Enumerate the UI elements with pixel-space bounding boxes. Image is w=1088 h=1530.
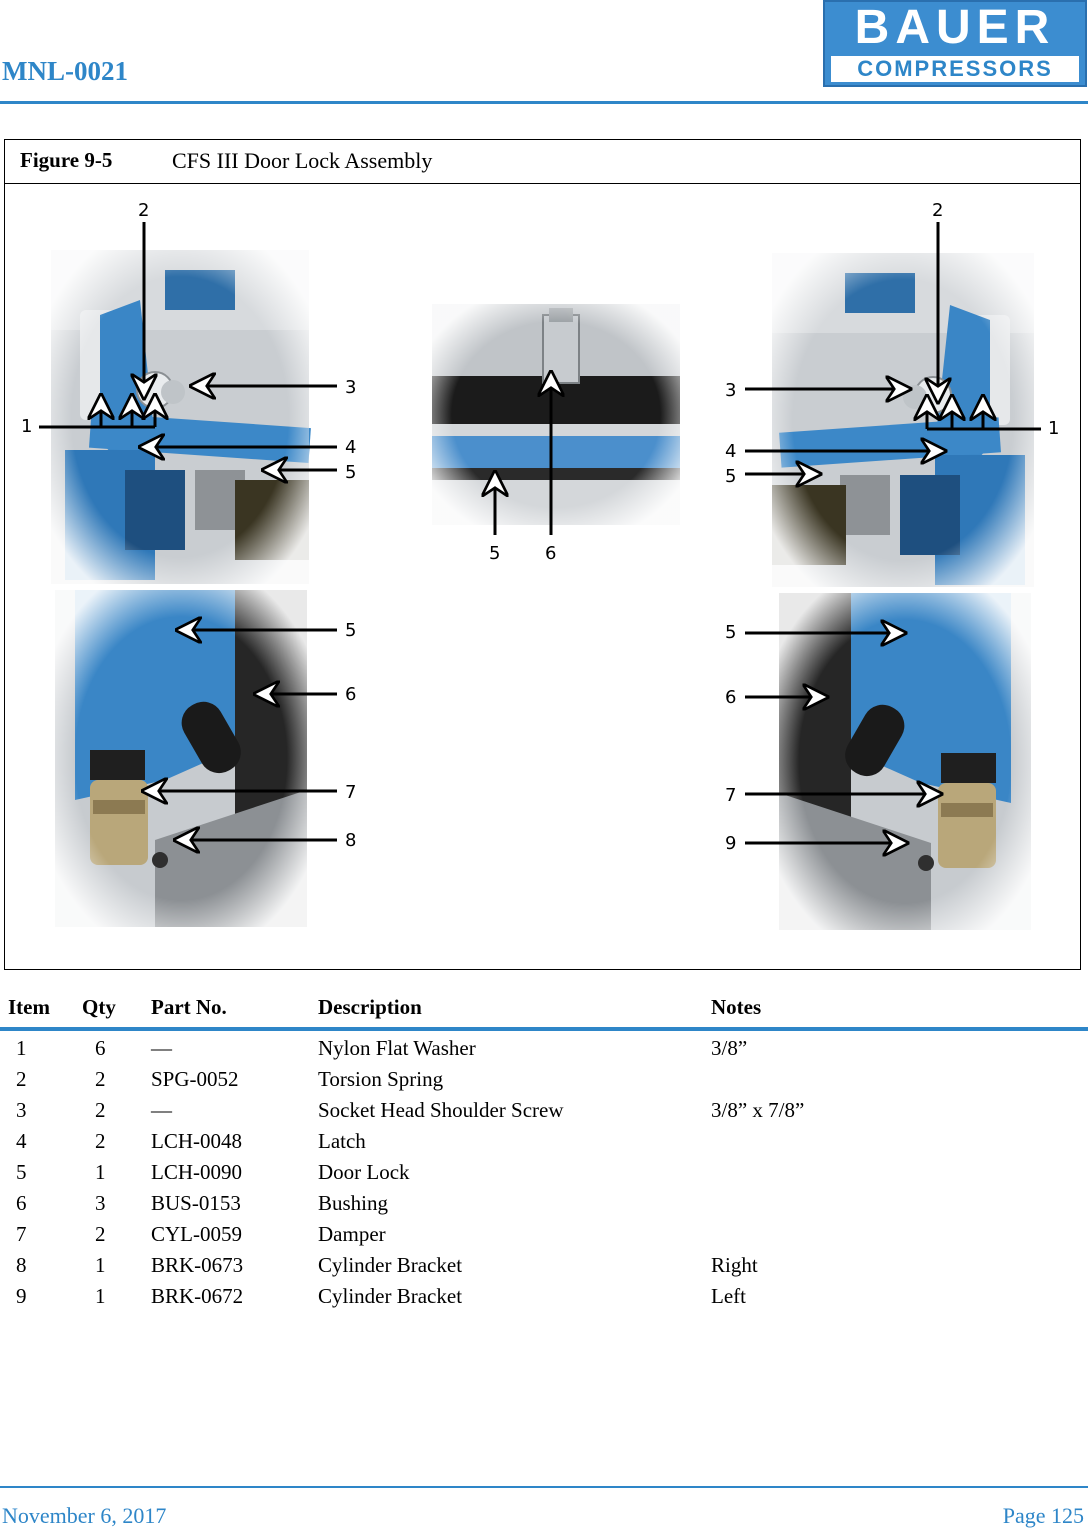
callout-label: 4 [345, 437, 357, 458]
callout-label: 5 [345, 462, 357, 483]
callout-label: 6 [545, 543, 557, 564]
cell-qty: 3 [95, 1191, 106, 1215]
cell-part: LCH-0048 [151, 1129, 242, 1153]
callout-label: 8 [345, 830, 357, 851]
photo-bottom-left [55, 590, 307, 927]
callout-label: 5 [725, 622, 737, 643]
cell-description: Latch [318, 1129, 366, 1153]
cell-notes: Left [711, 1284, 746, 1308]
callout-label: 9 [725, 833, 737, 854]
cell-item: 5 [16, 1160, 27, 1184]
cell-qty: 1 [95, 1160, 106, 1184]
cell-notes: Right [711, 1253, 758, 1277]
table-header-rule [0, 1027, 1088, 1031]
cell-description: Damper [318, 1222, 386, 1246]
cell-item: 4 [16, 1129, 27, 1153]
photo-bottom-right [779, 593, 1031, 930]
cell-part: SPG-0052 [151, 1067, 239, 1091]
cell-description: Cylinder Bracket [318, 1253, 463, 1277]
cell-item: 1 [16, 1036, 27, 1060]
cell-qty: 2 [95, 1098, 106, 1122]
cell-part: LCH-0090 [151, 1160, 242, 1184]
logo-line2: COMPRESSORS [831, 56, 1079, 82]
cell-description: Cylinder Bracket [318, 1284, 463, 1308]
cell-description: Torsion Spring [318, 1067, 444, 1091]
cell-description: Bushing [318, 1191, 389, 1215]
cell-qty: 1 [95, 1253, 106, 1277]
callout-label: 5 [725, 466, 737, 487]
callout-label: 3 [725, 380, 737, 401]
cell-item: 9 [16, 1284, 27, 1308]
col-header-item: Item [8, 995, 50, 1019]
header-rule [0, 101, 1088, 104]
cell-notes: 3/8” x 7/8” [711, 1098, 805, 1122]
callout-label: 1 [1048, 418, 1060, 439]
figure-illustration [5, 140, 1082, 971]
callout-label: 2 [932, 200, 944, 221]
cell-item: 7 [16, 1222, 27, 1246]
callout-label: 1 [21, 416, 33, 437]
bauer-logo [823, 0, 1087, 87]
col-header-notes: Notes [711, 995, 762, 1019]
cell-qty: 2 [95, 1222, 106, 1246]
cell-notes: 3/8” [711, 1036, 748, 1060]
callout-label: 3 [345, 377, 357, 398]
cell-item: 8 [16, 1253, 27, 1277]
cell-part: CYL-0059 [151, 1222, 242, 1246]
cell-part: — [151, 1036, 172, 1060]
cell-description: Door Lock [318, 1160, 410, 1184]
footer-date: November 6, 2017 [2, 1503, 167, 1528]
cell-part: BRK-0673 [151, 1253, 244, 1277]
footer-rule [0, 1486, 1088, 1488]
document-id: MNL-0021 [2, 56, 128, 86]
cell-part: BRK-0672 [151, 1284, 244, 1308]
cell-qty: 2 [95, 1067, 106, 1091]
cell-part: — [151, 1098, 172, 1122]
cell-description: Nylon Flat Washer [318, 1036, 476, 1060]
callout-label: 6 [725, 687, 737, 708]
callout-label: 5 [489, 543, 501, 564]
photo-top-right [772, 253, 1034, 587]
callout-label: 6 [345, 684, 357, 705]
figure-label: Figure 9-5 [20, 148, 113, 172]
logo-line1: BAUER [854, 1, 1056, 54]
cell-description: Socket Head Shoulder Screw [318, 1098, 564, 1122]
cell-item: 3 [16, 1098, 27, 1122]
cell-qty: 1 [95, 1284, 106, 1308]
cell-part: BUS-0153 [151, 1191, 241, 1215]
cell-item: 6 [16, 1191, 27, 1215]
photo-center [432, 304, 680, 525]
figure-frame [4, 139, 1081, 970]
callout-label: 2 [138, 200, 150, 221]
footer-page-number: Page 125 [1002, 1503, 1084, 1528]
col-header-part: Part No. [151, 995, 227, 1019]
cell-item: 2 [16, 1067, 27, 1091]
callout-label: 5 [345, 620, 357, 641]
cell-qty: 6 [95, 1036, 106, 1060]
figure-title: CFS III Door Lock Assembly [172, 148, 433, 173]
col-header-description: Description [318, 995, 422, 1019]
callout-label: 7 [345, 782, 357, 803]
photo-top-left [51, 250, 311, 584]
col-header-qty: Qty [82, 995, 116, 1019]
callout-label: 7 [725, 785, 737, 806]
callout-label: 4 [725, 441, 737, 462]
cell-qty: 2 [95, 1129, 106, 1153]
